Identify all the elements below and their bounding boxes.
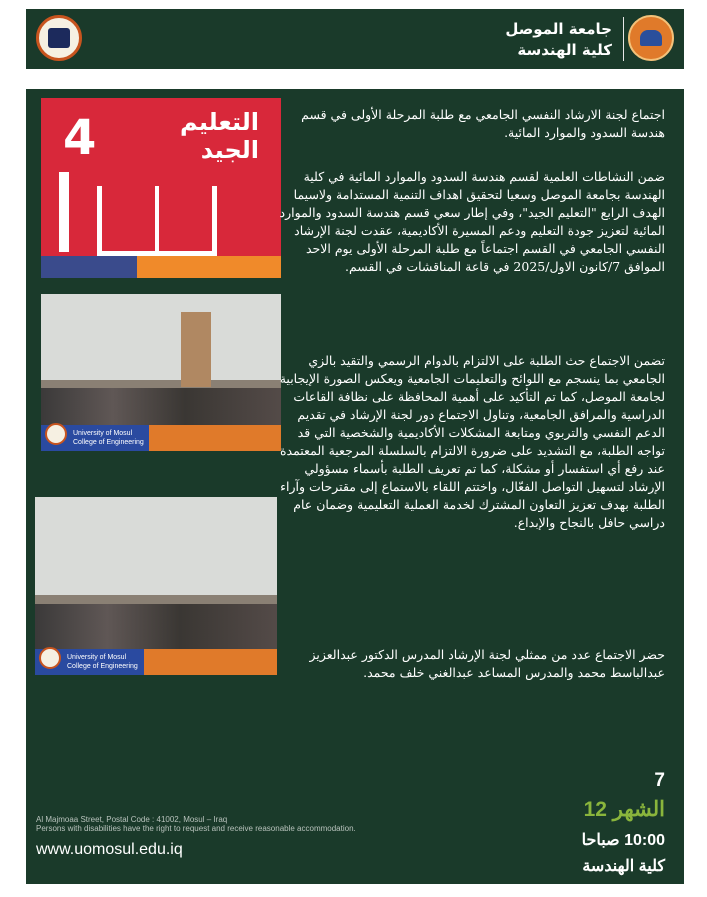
sdg-title-line2: الجيد: [200, 136, 259, 164]
sdg-bottom-band: [41, 256, 281, 278]
open-book-icon: [97, 186, 217, 256]
college-logo-icon: [36, 15, 82, 61]
sdg-title-line1: التعليم: [180, 108, 259, 136]
article-paragraph-1: ضمن النشاطات العلمية لقسم هندسة السدود والموارد المائية في كلية الهندسة بجامعة الموصل وسعيا لتحقيق اهداف التنمية المستدامة ولاسيما الهدف الرابع "التعليم الجيد"، وفي إطار سعي قسم هندسة السدود والموارد المائية لتعزيز جودة التعليم ودعم المسيرة الأكاديمية، عقدت لجنة الإرشاد النفسي الجامعي في القسم اجتماعاً مع طلبة المرحلة الأولى يوم الاحد الموافق 7/كانون الاول/2025 في قاعة المناقشات في القسم.: [279, 169, 665, 274]
article-title: اجتماع لجنة الارشاد النفسي الجامعي مع طلبة المرحلة الأولى في قسم هندسة السدود والموارد المائية.: [301, 107, 665, 140]
meeting-photo-1: [41, 294, 281, 451]
sdg-title: [180, 108, 259, 164]
badge-line-university: University of Mosul: [73, 430, 133, 437]
article-paragraph-2: تضمن الاجتماع حث الطلبة على الالتزام بالدوام الرسمي والتقيد بالزي الجامعي بما ينسجم مع اللوائح والتعليمات الجامعية ويعكس الصورة الإيجابية لجامعة الموصل، كما تم التأكيد على أهمية المحافظة على نظافة القاعات الدراسية والمرافق الجامعية، وتناول الاجتماع دور لجنة الإرشاد في تقديم الدعم النفسي والتربوي ومتابعة المشكلات الأكاديمية والشخصية التي قد تواجه الطلبة، مع التشديد على ضرورة الالتزام بالسلسلة المرجعية المعتمدة عند رفع أي استفسار أو مشكلة، كما تم تعريف الطلبة بأسماء مسؤولي الإرشاد لتسهيل التواصل الفعّال، واختتم اللقاء بالاستماع إلى مقترحات وآراء الطلبة بهدف تعزيز التعاون المشترك لخدمة العملية التعليمية وضمان عام دراسي حافل بالنجاح والإبداع.: [279, 353, 665, 530]
footer-accessibility-line: Persons with disabilities have the right to request and receive reasonable accommodation.: [36, 824, 356, 833]
photo-badge: [35, 649, 277, 675]
photo-badge: [41, 425, 281, 451]
article-paragraph-3: حضر الاجتماع عدد من ممثلي لجنة الإرشاد المدرس الدكتور عبدالعزيز عبدالباسط محمد والمدرس المساعد عبدالغني خلف محمد.: [309, 647, 665, 680]
event-day: 7: [654, 770, 665, 791]
college-name: كلية الهندسة: [517, 41, 612, 59]
university-name: جامعة الموصل: [505, 20, 612, 38]
university-logo-icon: [628, 15, 674, 61]
header-bar: [26, 9, 684, 69]
badge-line-university: University of Mosul: [67, 654, 127, 661]
sdg4-image: [41, 98, 281, 278]
meeting-photo-2: [35, 497, 277, 675]
badge-line-college: College of Engineering: [67, 663, 138, 670]
header-title: [505, 19, 612, 61]
footer-address-line: Al Majmoaa Street, Postal Code : 41002, Mosul – Iraq: [36, 815, 228, 824]
badge-logo-icon: [39, 647, 61, 669]
badge-line-college: College of Engineering: [73, 439, 144, 446]
pencil-icon: [59, 172, 69, 252]
event-place: كلية الهندسة: [582, 858, 665, 875]
website-link[interactable]: www.uomosul.edu.iq: [36, 841, 183, 858]
header-divider: [623, 17, 624, 61]
event-time: 10:00 صباحا: [581, 832, 665, 849]
footer-address: [36, 815, 356, 833]
event-month: الشهر 12: [583, 798, 665, 821]
sdg-number: 4: [63, 110, 97, 166]
badge-logo-icon: [45, 423, 67, 445]
